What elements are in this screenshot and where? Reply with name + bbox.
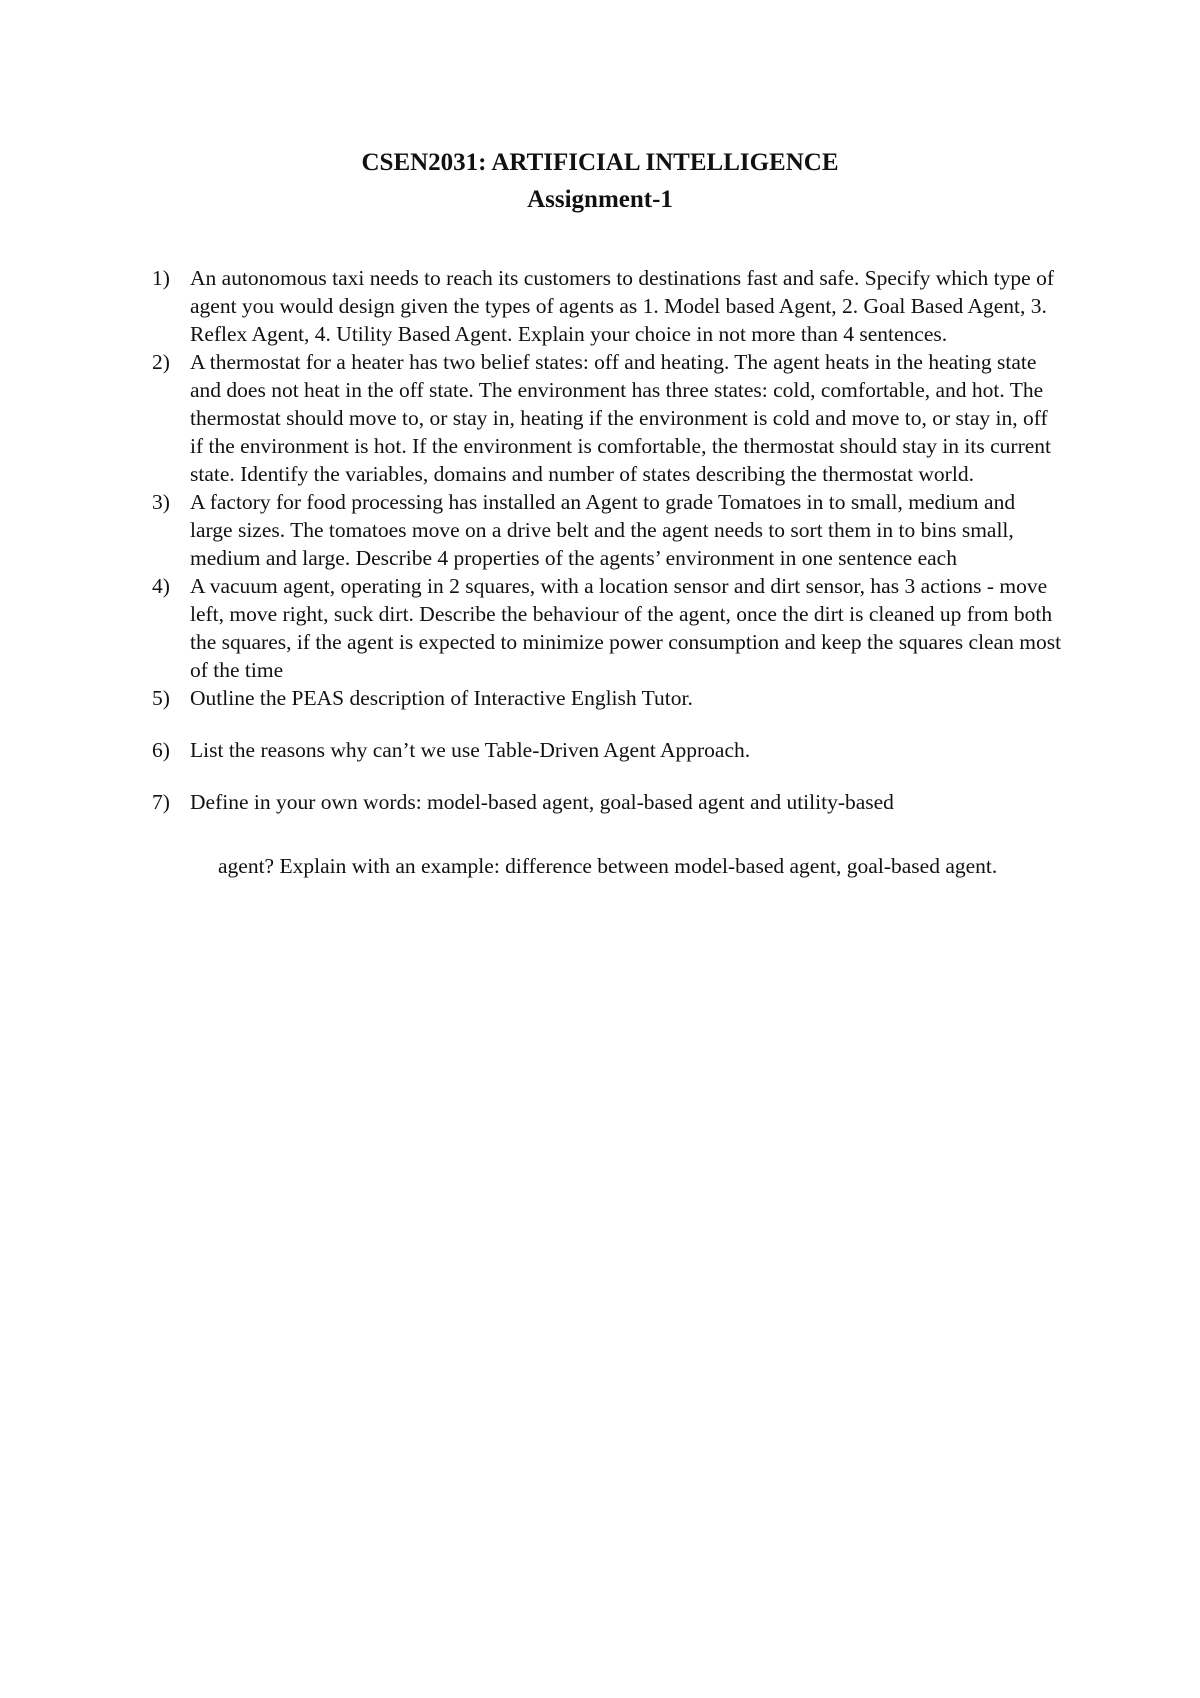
- question-item-5: [152, 684, 1062, 712]
- question-text: A vacuum agent, operating in 2 squares, with a location sensor and dirt sensor, has 3 actions - move left, move right, suck dirt. Describe the behaviour of the agent, once the dirt is cleaned up from both the squares, if the agent is expected to minimize power consumption and keep the squares clean most of the time: [190, 574, 1062, 682]
- question-number: 4): [152, 574, 170, 598]
- question-text: A factory for food processing has installed an Agent to grade Tomatoes in to small, medium and large sizes. The tomatoes move on a drive belt and the agent needs to sort them in to bins small, medium and large. Describe 4 properties of the agents’ environment in one sentence each: [190, 490, 1016, 570]
- question-item-1: [152, 264, 1062, 348]
- question-item-6: [152, 736, 1062, 764]
- question-text: Outline the PEAS description of Interactive English Tutor.: [190, 686, 693, 710]
- question-list: [152, 264, 1062, 892]
- question-number: 1): [152, 266, 170, 290]
- question-number: 2): [152, 350, 170, 374]
- question-item-4: [152, 572, 1062, 684]
- question-text: Define in your own words: model-based agent, goal-based agent and utility-based: [190, 790, 894, 814]
- question-text: A thermostat for a heater has two belief states: off and heating. The agent heats in the heating state and does not heat in the off state. The environment has three states: cold, comfortable, and hot. The thermostat should move to, or stay in, heating if the environment is cold and move to, or stay in, off if the environment is hot. If the environment is comfortable, the thermostat should stay in its current state. Identify the variables, domains and number of states describing the thermostat world.: [190, 350, 1051, 486]
- question-item-2: [152, 348, 1062, 488]
- question-number: 6): [152, 738, 170, 762]
- question-text: List the reasons why can’t we use Table-Driven Agent Approach.: [190, 738, 751, 762]
- question-text-continuation: agent? Explain with an example: difference between model-based agent, goal-based agent.: [218, 854, 998, 878]
- question-number: 5): [152, 686, 170, 710]
- question-item-3: [152, 488, 1062, 572]
- question-item-7: [152, 788, 1062, 892]
- document-title: CSEN2031: ARTIFICIAL INTELLIGENCE: [361, 149, 839, 176]
- document-subtitle: Assignment-1: [527, 186, 673, 213]
- question-number: 3): [152, 490, 170, 514]
- question-text: An autonomous taxi needs to reach its customers to destinations fast and safe. Specify which type of agent you would design given the types of agents as 1. Model based Agent, 2. Goal Based Agent, 3. Reflex Agent, 4. Utility Based Agent. Explain your choice in not more than 4 sentences.: [190, 266, 1054, 346]
- question-number: 7): [152, 790, 170, 814]
